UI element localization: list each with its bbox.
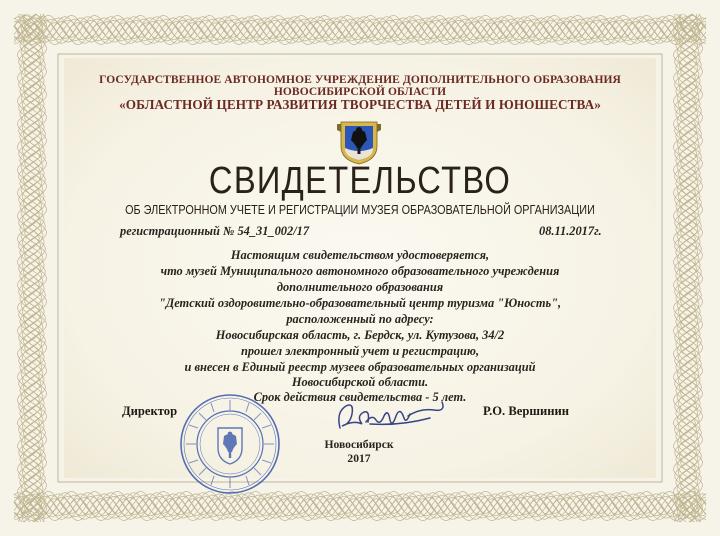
- footer-city: Новосибирск: [324, 438, 394, 451]
- official-seal-icon: [178, 392, 282, 496]
- body-line: и внесен в Единый реестр музеев образовательных организаций: [184, 360, 536, 374]
- director-name: Р.О. Вершинин: [483, 404, 570, 418]
- registration-date: 08.11.2017г.: [539, 224, 602, 238]
- director-role-label: Директор: [122, 404, 178, 418]
- body-line: "Детский оздоровительно-образовательный центр туризма "Юность",: [158, 296, 562, 310]
- body-line: прошел электронный учет и регистрацию,: [240, 344, 480, 358]
- header-line-2: НОВОСИБИРСКОЙ ОБЛАСТИ: [273, 86, 447, 98]
- body-line: расположенный по адресу:: [286, 312, 434, 326]
- certificate-title: СВИДЕТЕЛЬСТВО: [208, 160, 512, 202]
- footer-year: 2017: [347, 452, 371, 465]
- body-line: что музей Муниципального автономного образовательного учреждения: [160, 264, 560, 278]
- header-line-1: ГОСУДАРСТВЕННОЕ АВТОНОМНОЕ УЧРЕЖДЕНИЕ ДОПОЛНИТЕЛЬНОГО ОБРАЗОВАНИЯ: [99, 74, 621, 86]
- body-line: Новосибирская область, г. Бердск, ул. Кутузова, 34/2: [215, 328, 505, 342]
- body-line: Новосибирской области.: [291, 375, 429, 389]
- registration-number: регистрационный № 54_31_002/17: [120, 224, 310, 238]
- body-line: дополнительного образования: [276, 280, 444, 294]
- body-line: Срок действия свидетельства - 5 лет.: [253, 390, 467, 404]
- coat-of-arms-icon: [337, 118, 381, 166]
- body-line: Настоящим свидетельством удостоверяется,: [230, 248, 490, 262]
- certificate-subtitle: ОБ ЭЛЕКТРОННОМ УЧЕТЕ И РЕГИСТРАЦИИ МУЗЕЯ ОБРАЗОВАТЕЛЬНОЙ ОРГАНИЗАЦИИ: [125, 203, 595, 217]
- header-line-3: «ОБЛАСТНОЙ ЦЕНТР РАЗВИТИЯ ТВОРЧЕСТВА ДЕТЕЙ И ЮНОШЕСТВА»: [119, 97, 601, 112]
- director-signature-icon: [330, 394, 460, 440]
